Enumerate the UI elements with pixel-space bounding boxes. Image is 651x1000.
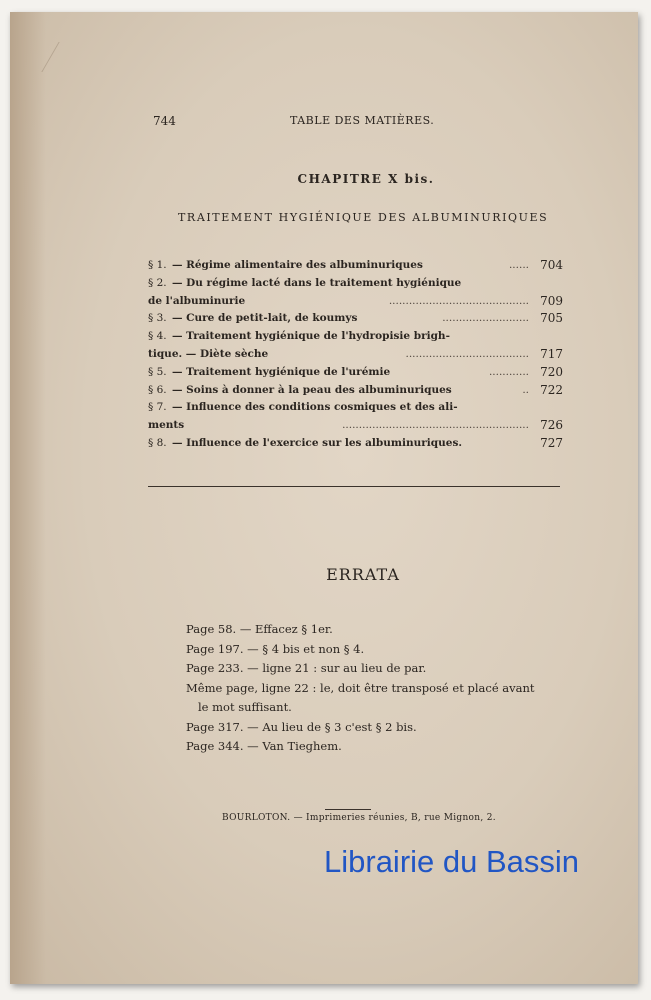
toc-entry: de l'albuminurie .......................................... 709 bbox=[148, 293, 563, 308]
toc-entry: ments ........................................................ 726 bbox=[148, 418, 563, 433]
errata-line: Page 197. — § 4 bis et non § 4. bbox=[186, 641, 365, 656]
page-number: 744 bbox=[153, 114, 176, 128]
toc-entry: § 8. — Influence de l'exercice sur les albuminuriques. 727 bbox=[148, 435, 563, 450]
chapter-subtitle: TRAITEMENT HYGIÉNIQUE DES ALBUMINURIQUES bbox=[178, 211, 549, 224]
toc-entry: § 1. — Régime alimentaire des albuminuriques ...... 704 bbox=[148, 258, 563, 272]
toc-entry: § 3. — Cure de petit-lait, de koumys .......................... 705 bbox=[148, 311, 563, 326]
table-of-contents bbox=[148, 257, 563, 453]
chapter-title: CHAPITRE X bis. bbox=[297, 172, 435, 186]
errata-line: Même page, ligne 22 : le, doit être transposé et placé avant bbox=[186, 680, 535, 695]
footer-divider bbox=[325, 809, 371, 810]
running-head: TABLE DES MATIÈRES. bbox=[290, 114, 435, 127]
section-divider bbox=[148, 486, 560, 487]
toc-entry: § 5. — Traitement hygiénique de l'urémie ............ 720 bbox=[148, 364, 563, 379]
toc-entry: § 6. — Soins à donner à la peau des albuminuriques .. 722 bbox=[148, 382, 563, 397]
toc-entry: § 4. — Traitement hygiénique de l'hydropisie brigh- bbox=[148, 330, 450, 343]
corner-crease bbox=[41, 42, 109, 72]
errata-title: ERRATA bbox=[326, 565, 400, 584]
errata-line: Page 233. — ligne 21 : sur au lieu de par. bbox=[186, 661, 427, 675]
errata-line: Page 58. — Effacez § 1er. bbox=[186, 622, 333, 636]
book-page bbox=[10, 12, 638, 984]
errata-line: Page 317. — Au lieu de § 3 c'est § 2 bis. bbox=[186, 719, 417, 734]
toc-entry: tique. — Diète sèche ..................................... 717 bbox=[148, 346, 563, 361]
toc-entry: § 7. — Influence des conditions cosmiques et des ali- bbox=[148, 401, 458, 414]
printer-imprint: BOURLOTON. — Imprimeries réunies, B, rue Mignon, 2. bbox=[222, 813, 496, 823]
errata-list bbox=[186, 620, 566, 757]
toc-entry: § 2. — Du régime lacté dans le traitement hygiénique bbox=[148, 276, 462, 289]
errata-line: le mot suffisant. bbox=[198, 700, 292, 714]
errata-line: Page 344. — Van Tieghem. bbox=[186, 739, 342, 753]
bookseller-watermark: Librairie du Bassin bbox=[324, 844, 580, 879]
